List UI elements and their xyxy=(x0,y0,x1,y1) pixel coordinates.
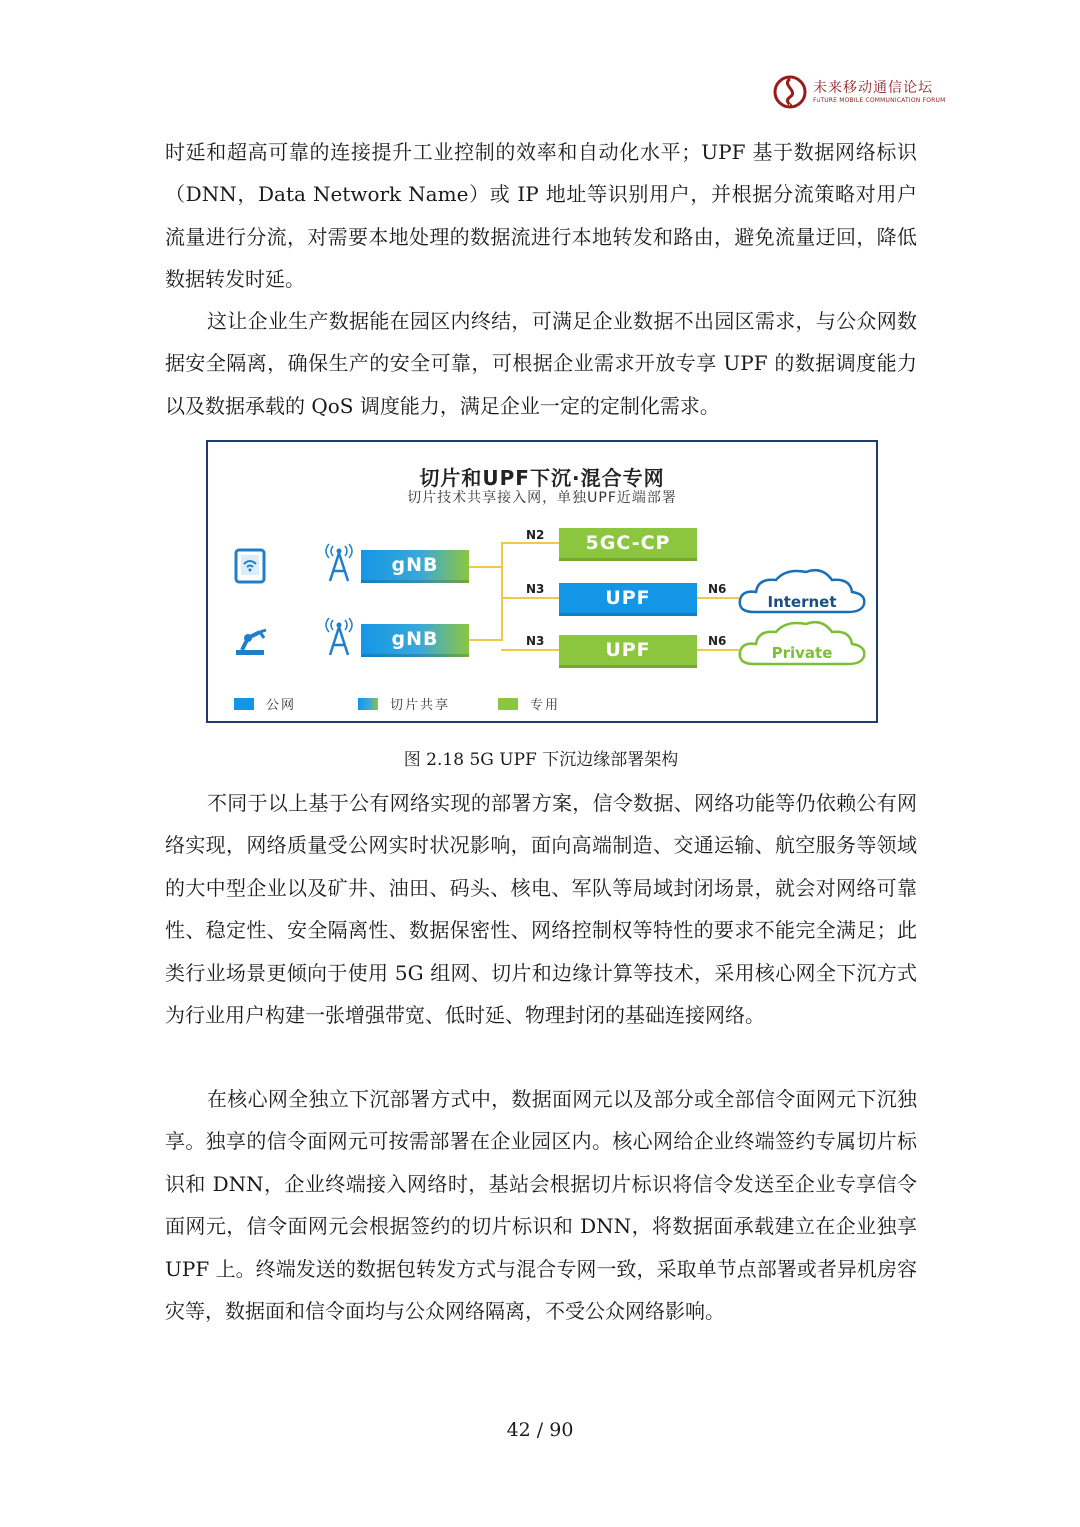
gnb-box-top: gNB xyxy=(361,550,469,583)
figure-caption: 图 2.18 5G UPF 下沉边缘部署架构 xyxy=(403,750,679,770)
antenna-icon-top xyxy=(322,543,356,583)
robot-arm-icon xyxy=(230,622,270,658)
5gc-cp-box: 5GC-CP xyxy=(559,528,697,561)
gnb-box-bottom: gNB xyxy=(361,624,469,657)
paragraph-2: 这让企业生产数据能在园区内终结，可满足企业数据不出园区需求，与公众网数据安全隔离，确保生产的安全可靠，可根据企业需求开放专享 UPF 的数据调度能力以及数据承载的 QoS 调度能力，满足企业一定的定制化需求。 xyxy=(165,309,917,418)
page-number: 42 / 90 xyxy=(506,1419,574,1441)
figure-title: 切片和UPF下沉·混合专网 xyxy=(419,466,665,490)
paragraph-3: 不同于以上基于公有网络实现的部署方案，信令数据、网络功能等仍依赖公有网络实现，网络质量受公网实时状况影响，面向高端制造、交通运输、航空服务等领域的大中型企业以及矿井、油田、码头、核电、军队等局域封闭场景，就会对网络可靠性、稳定性、安全隔离性、数据保密性、网络控制权等特性的要求不能完全满足；此类行业场景更倾向于使用 5G 组网、切片和边缘计算等技术，采用核心网全下沉方式为行业用户构建一张增强带宽、低时延、物理封闭的基础连接网络。 xyxy=(165,791,917,1028)
n2-label: N2 xyxy=(526,528,545,542)
paragraph-4: 在核心网全独立下沉部署方式中，数据面网元以及部分或全部信令面网元下沉独享。独享的信令面网元可按需部署在企业园区内。核心网给企业终端签约专属切片标识和 DNN，企业终端接入网络时，基站会根据切片标识将信令发送至企业专享信令面网元，信令面网元会根据签约的切片标识和 DNN，将数据面承载建立在企业独享 UPF 上。终端发送的数据包转发方式与混合专网一致，采取单节点部署或者异机房容灾等，数据面和信令面均与公众网络隔离，不受公众网络影响。 xyxy=(165,1087,917,1324)
paragraph-1: 时延和超高可靠的连接提升工业控制的效率和自动化水平；UPF 基于数据网络标识（DNN，Data Network Name）或 IP 地址等识别用户，并根据分流策略对用户流量进行分流，对需要本地处理的数据流进行本地转发和路由，避免流量迂回，降低数据转发时延。 xyxy=(165,140,917,292)
tablet-icon xyxy=(232,548,268,584)
logo-chinese-name: 未来移动通信论坛 xyxy=(813,79,933,96)
legend-swatch-shared xyxy=(358,698,378,710)
antenna-icon-bottom xyxy=(322,617,356,657)
n6-label-bottom: N6 xyxy=(708,634,727,648)
upf-box-top: UPF xyxy=(559,583,697,616)
link-n2 xyxy=(501,542,559,544)
link-gnb-bottom-trunk xyxy=(468,639,502,641)
legend-label-private: 专用 xyxy=(530,698,561,713)
link-n6-bottom xyxy=(697,649,739,651)
legend-label-public: 公网 xyxy=(266,698,297,713)
n6-label-top: N6 xyxy=(708,582,727,596)
upf-box-bottom: UPF xyxy=(559,635,697,668)
architecture-figure xyxy=(206,440,878,723)
forum-logo xyxy=(773,72,958,112)
link-gnb-top-trunk xyxy=(468,566,502,568)
legend-label-shared: 切片共享 xyxy=(390,698,451,713)
legend-swatch-private xyxy=(498,698,518,710)
forum-logo-icon xyxy=(773,75,807,109)
n3-label-bottom: N3 xyxy=(526,634,545,648)
link-vertical-trunk xyxy=(501,542,503,641)
n3-label-top: N3 xyxy=(526,582,545,596)
logo-english-name: FuTURE MOBILE COMMUNICATION FORUM xyxy=(813,96,946,104)
link-n6-top xyxy=(697,597,739,599)
legend-swatch-public xyxy=(234,698,254,710)
private-cloud-label: Private xyxy=(771,644,833,662)
internet-cloud-label: Internet xyxy=(767,593,837,611)
link-n3-bottom xyxy=(501,649,559,651)
link-n3-top xyxy=(501,597,559,599)
figure-subtitle: 切片技术共享接入网，单独UPF近端部署 xyxy=(407,490,677,506)
